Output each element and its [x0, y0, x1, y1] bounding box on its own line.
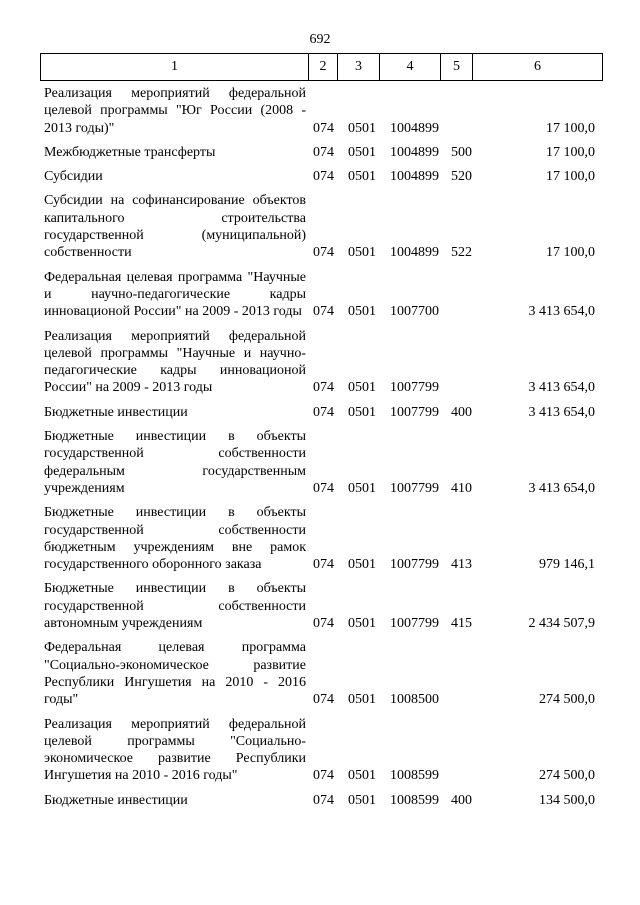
expense-type-code: 520	[451, 169, 472, 185]
ministry-code: 074	[313, 304, 334, 320]
expense-type-code: 400	[451, 792, 472, 808]
table-row	[0, 168, 640, 185]
item-name: Реализация мероприятий федеральной целевой программы "Юг России (2008 - 2013 годы)"	[44, 86, 306, 136]
target-article-code: 1007799	[390, 480, 439, 496]
item-name: Реализация мероприятий федеральной целевой программы "Научные и научно-педагогические кадры инновационой России" на 2009 - 2013 годы	[44, 328, 306, 396]
item-name: Межбюджетные трансферты	[44, 144, 216, 160]
column-header-row	[41, 54, 603, 81]
item-name: Бюджетные инвестиции в объекты государственной собственности бюджетным учреждениям вне рамок государственного оборонного заказа	[44, 505, 306, 573]
item-name: Субсидии на софинансирование объектов капитального строительства государственной (муниципальной) собственности	[44, 193, 306, 261]
amount: 3 413 654,0	[528, 304, 595, 320]
expense-type-code: 400	[451, 404, 472, 420]
table-row	[0, 404, 640, 421]
target-article-code: 1007700	[390, 304, 439, 320]
column-header-5: 5	[441, 54, 473, 81]
column-header-2: 2	[309, 54, 338, 81]
target-article-code: 1007799	[390, 616, 439, 632]
section-code: 0501	[348, 480, 376, 496]
ministry-code: 074	[313, 245, 334, 261]
ministry-code: 074	[313, 692, 334, 708]
table-row	[0, 85, 640, 137]
amount: 17 100,0	[546, 120, 595, 136]
target-article-code: 1004899	[390, 120, 439, 136]
amount: 3 413 654,0	[528, 380, 595, 396]
expense-type-code: 522	[451, 245, 472, 261]
target-article-code: 1007799	[390, 380, 439, 396]
target-article-code: 1004899	[390, 169, 439, 185]
table-row	[0, 504, 640, 573]
item-name: Федеральная целевая программа "Социально-экономическое развитие Республики Ингушетия на 2010 - 2016 годы"	[44, 640, 306, 708]
budget-table-body	[0, 85, 640, 809]
amount: 979 146,1	[539, 557, 595, 573]
target-article-code: 1007799	[390, 557, 439, 573]
section-code: 0501	[348, 557, 376, 573]
table-row	[0, 428, 640, 497]
amount: 274 500,0	[539, 768, 595, 784]
expense-type-code: 410	[451, 480, 472, 496]
section-code: 0501	[348, 792, 376, 808]
section-code: 0501	[348, 245, 376, 261]
amount: 274 500,0	[539, 692, 595, 708]
amount: 3 413 654,0	[528, 404, 595, 420]
table-row	[0, 328, 640, 397]
amount: 3 413 654,0	[528, 480, 595, 496]
target-article-code: 1008500	[390, 692, 439, 708]
ministry-code: 074	[313, 557, 334, 573]
table-row	[0, 269, 640, 321]
section-code: 0501	[348, 692, 376, 708]
item-name: Реализация мероприятий федеральной целевой программы "Социально-экономическое развитие Республики Ингушетия на 2010 - 2016 годы"	[44, 716, 306, 784]
section-code: 0501	[348, 404, 376, 420]
item-name: Бюджетные инвестиции	[44, 792, 188, 808]
amount: 17 100,0	[546, 169, 595, 185]
table-row	[0, 639, 640, 708]
target-article-code: 1004899	[390, 245, 439, 261]
expense-type-code: 415	[451, 616, 472, 632]
expense-type-code: 500	[451, 144, 472, 160]
item-name: Бюджетные инвестиции в объекты государственной собственности федеральным государственным учреждениям	[44, 429, 306, 496]
target-article-code: 1008599	[390, 792, 439, 808]
ministry-code: 074	[313, 616, 334, 632]
column-header-6: 6	[473, 54, 603, 81]
section-code: 0501	[348, 380, 376, 396]
amount: 134 500,0	[539, 792, 595, 808]
item-name: Бюджетные инвестиции	[44, 404, 188, 420]
column-header-table	[40, 53, 603, 81]
ministry-code: 074	[313, 120, 334, 136]
column-header-3: 3	[338, 54, 380, 81]
ministry-code: 074	[313, 144, 334, 160]
column-header-1: 1	[41, 54, 309, 81]
item-name: Федеральная целевая программа "Научные и научно-педагогические кадры инновационой России" на 2009 - 2013 годы	[44, 269, 306, 320]
table-row	[0, 716, 640, 785]
section-code: 0501	[348, 169, 376, 185]
column-header-4: 4	[380, 54, 441, 81]
section-code: 0501	[348, 768, 376, 784]
ministry-code: 074	[313, 380, 334, 396]
table-row	[0, 192, 640, 261]
section-code: 0501	[348, 304, 376, 320]
section-code: 0501	[348, 616, 376, 632]
page-number: 692	[309, 32, 331, 47]
table-row	[0, 792, 640, 809]
table-row	[0, 144, 640, 161]
ministry-code: 074	[313, 169, 334, 185]
section-code: 0501	[348, 144, 376, 160]
amount: 2 434 507,9	[528, 616, 595, 632]
item-name: Субсидии	[44, 169, 103, 185]
expense-type-code: 413	[451, 557, 472, 573]
amount: 17 100,0	[546, 144, 595, 160]
ministry-code: 074	[313, 768, 334, 784]
target-article-code: 1007799	[390, 404, 439, 420]
amount: 17 100,0	[546, 245, 595, 261]
target-article-code: 1008599	[390, 768, 439, 784]
ministry-code: 074	[313, 792, 334, 808]
ministry-code: 074	[313, 404, 334, 420]
table-row	[0, 580, 640, 632]
ministry-code: 074	[313, 480, 334, 496]
target-article-code: 1004899	[390, 144, 439, 160]
item-name: Бюджетные инвестиции в объекты государственной собственности автономным учреждениям	[44, 581, 306, 632]
section-code: 0501	[348, 120, 376, 136]
